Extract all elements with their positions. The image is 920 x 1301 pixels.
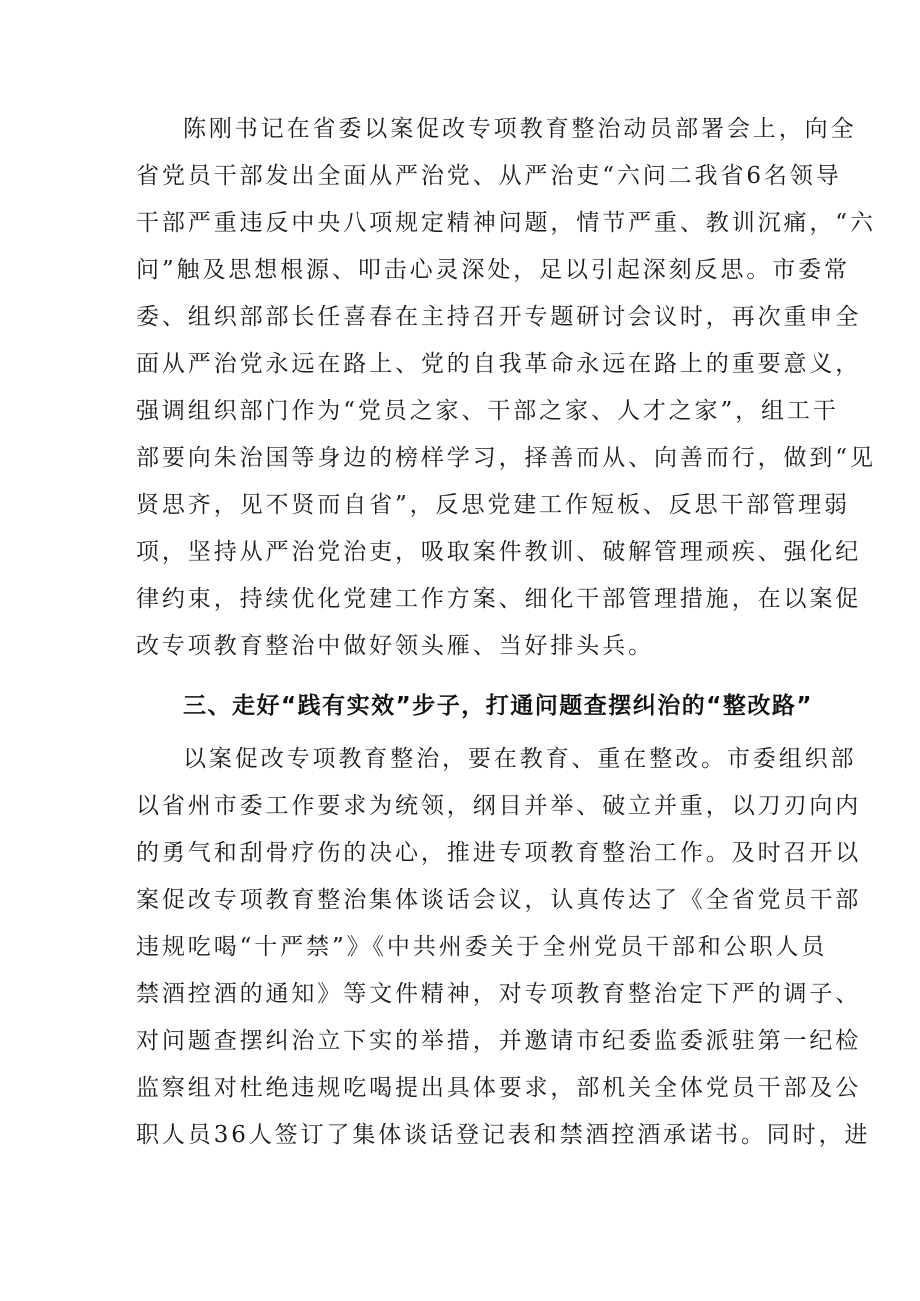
paragraph-2-line: 对问题查摆纠治立下实的举措，并邀请市纪委监委派驻第一纪检 xyxy=(136,1028,862,1054)
paragraph-1-line: 部要向朱治国等身边的榜样学习，择善而从、向善而行，做到“见 xyxy=(136,445,876,471)
paragraph-1-line: 干部严重违反中央八项规定精神问题，情节严重、教训沉痛，“六 xyxy=(136,210,876,236)
paragraph-2-line: 案促改专项教育整治集体谈话会议，认真传达了《全省党员干部 xyxy=(136,887,862,913)
paragraph-2-line: 以案促改专项教育整治，要在教育、重在整改。市委组织部 xyxy=(183,746,857,772)
paragraph-2-line: 以省州市委工作要求为统领，纲目并举、破立并重，以刀刃向内 xyxy=(136,793,862,819)
paragraph-2-line: 职人员36人签订了集体谈话登记表和禁酒控酒承诺书。同时，进 xyxy=(136,1122,871,1148)
paragraph-1-line: 面从严治党永远在路上、党的自我革命永远在路上的重要意义， xyxy=(136,351,862,377)
paragraph-1-line: 问”触及思想根源、叩击心灵深处，足以引起深刻反思。市委常 xyxy=(136,257,850,283)
paragraph-1-line: 律约束，持续优化党建工作方案、细化干部管理措施，在以案促 xyxy=(136,586,862,612)
paragraph-1-line: 改专项教育整治中做好领头雁、当好排头兵。 xyxy=(136,633,654,659)
paragraph-2-line: 的勇气和刮骨疗伤的决心，推进专项教育整治工作。及时召开以 xyxy=(136,840,862,866)
paragraph-1-line: 强调组织部门作为“党员之家、干部之家、人才之家”，组工干 xyxy=(136,398,839,424)
section-heading: 三、走好“践有实效”步子，打通问题查摆纠治的“整改路” xyxy=(183,693,813,719)
paragraph-1-line: 省党员干部发出全面从严治党、从严治吏“六问二我省6名领导 xyxy=(136,163,842,189)
paragraph-1-line: 项，坚持从严治党治吏，吸取案件教训、破解管理顽疾、强化纪 xyxy=(136,539,862,565)
paragraph-2-line: 监察组对杜绝违规吃喝提出具体要求，部机关全体党员干部及公 xyxy=(136,1075,862,1101)
paragraph-2-line: 违规吃喝“十严禁”》《中共州委关于全州党员干部和公职人员 xyxy=(136,934,828,960)
paragraph-1-line: 委、组织部部长任喜春在主持召开专题研讨会议时，再次重申全 xyxy=(136,304,862,330)
paragraph-2-line: 禁酒控酒的通知》等文件精神，对专项教育整治定下严的调子、 xyxy=(136,981,862,1007)
paragraph-1-line: 陈刚书记在省委以案促改专项教育整治动员部署会上，向全 xyxy=(183,116,857,142)
paragraph-1-line: 贤思齐，见不贤而自省”，反思党建工作短板、反思干部管理弱 xyxy=(136,492,850,518)
